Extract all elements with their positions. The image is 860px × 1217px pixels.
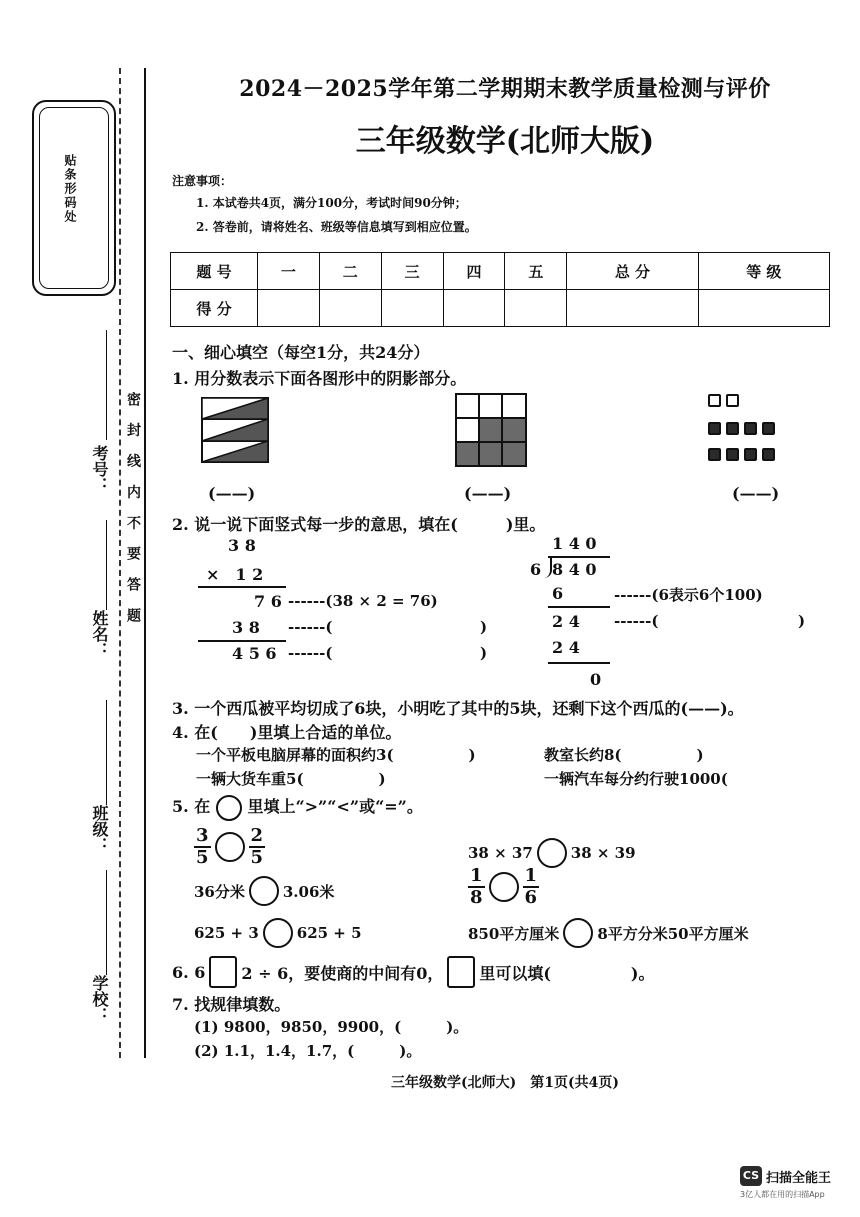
q7-item-2[interactable]: (2) 1.1，1.4，1.7，( )。 bbox=[194, 1042, 422, 1060]
score-cell[interactable] bbox=[258, 290, 320, 327]
div-step-2: 2 4 bbox=[552, 612, 580, 631]
notes-item-2: 2. 答卷前，请将姓名、班级等信息填写到相应位置。 bbox=[196, 220, 477, 234]
mult-operand-a: 3 8 bbox=[228, 536, 256, 555]
mult-sum-note: ------( bbox=[288, 644, 333, 662]
dashed-seal-line bbox=[119, 68, 121, 1058]
score-cell[interactable] bbox=[443, 290, 505, 327]
score-header-cell: 等 级 bbox=[698, 253, 829, 290]
div-step-2-note: ------( bbox=[614, 612, 659, 630]
question-6: 6. 6 2 ÷ 6，要使商的中间有0， 里可以填( )。 bbox=[172, 956, 655, 988]
page-footer: 三年级数学(北师大) 第1页(共4页) bbox=[391, 1075, 619, 1091]
name-label: 姓名： bbox=[90, 610, 109, 658]
score-cell[interactable] bbox=[381, 290, 443, 327]
div-step-3: 2 4 bbox=[552, 638, 580, 657]
score-header-cell: 五 bbox=[505, 253, 567, 290]
score-cell[interactable] bbox=[698, 290, 829, 327]
sticker-box bbox=[32, 100, 116, 296]
exam-number-field[interactable] bbox=[106, 330, 107, 440]
div-dividend: 8 4 0 bbox=[552, 560, 597, 579]
q5-item-d bbox=[468, 866, 539, 908]
mult-partial-1: 7 6 bbox=[254, 592, 282, 611]
q1-blank-1[interactable]: (——) bbox=[208, 484, 256, 503]
fraction: $\frac{3}{5}$ bbox=[196, 825, 209, 868]
q5-item-f: 850平方厘米 8平方分米50平方厘米 bbox=[468, 918, 749, 948]
exam-number-label: 考号： bbox=[90, 445, 109, 493]
div-line-1 bbox=[548, 606, 610, 608]
score-header-cell: 二 bbox=[319, 253, 381, 290]
compare-circle[interactable] bbox=[537, 838, 567, 868]
score-table bbox=[170, 252, 830, 327]
exam-subtitle: 三年级数学(北师大版) bbox=[355, 124, 655, 159]
sticker-label: 贴条形码处 bbox=[63, 154, 77, 224]
q5-item-b: 38 × 37 38 × 39 bbox=[468, 838, 636, 868]
div-remainder: 0 bbox=[590, 670, 602, 689]
q4-item-b[interactable]: 教室长约8( ) bbox=[544, 746, 704, 764]
div-step-1-note: ------(6表示6个100) bbox=[614, 586, 763, 604]
q4-item-a[interactable]: 一个平板电脑屏幕的面积约3( ) bbox=[196, 746, 476, 764]
mult-sum: 4 5 6 bbox=[232, 644, 277, 663]
mult-partial-2: 3 8 bbox=[232, 618, 260, 637]
compare-circle-icon bbox=[216, 795, 242, 821]
score-header-cell: 一 bbox=[258, 253, 320, 290]
cubes-figure bbox=[708, 392, 808, 464]
notes-item-1: 1. 本试卷共4页，满分100分，考试时间90分钟； bbox=[196, 196, 467, 210]
q1-blank-2[interactable]: (——) bbox=[464, 484, 512, 503]
mult-partial-2-close[interactable]: ) bbox=[480, 618, 488, 636]
fraction: $\frac{1}{6}$ bbox=[524, 865, 538, 908]
digit-box[interactable] bbox=[209, 956, 237, 988]
triangle-strip-figure bbox=[200, 396, 272, 466]
compare-circle[interactable] bbox=[215, 832, 245, 862]
scanner-logo-icon: CS bbox=[740, 1166, 762, 1186]
fraction: $\frac{1}{8}$ bbox=[470, 865, 483, 908]
question-2: 2. 说一说下面竖式每一步的意思，填在( )里。 bbox=[172, 515, 546, 534]
mult-line bbox=[198, 586, 286, 588]
grid-figure bbox=[454, 392, 528, 468]
q5-item-e: 625 + 3 625 + 5 bbox=[194, 918, 362, 948]
div-step-2-close[interactable]: ) bbox=[798, 612, 806, 630]
score-table-score-row bbox=[171, 290, 830, 327]
q4-item-c[interactable]: 一辆大货车重5( ) bbox=[196, 770, 386, 788]
q5-tail: 里填上“>”“<”或“=”。 bbox=[247, 797, 423, 816]
score-header-cell: 题 号 bbox=[171, 253, 258, 290]
question-3: 3. 一个西瓜被平均切成了6块，小明吃了其中的5块，还剩下这个西瓜的(——)。 bbox=[172, 699, 744, 718]
binding-margin bbox=[0, 0, 150, 1217]
mult-partial-1-note: ------(38 × 2 = 76) bbox=[288, 592, 438, 610]
mult-sum-close[interactable]: ) bbox=[480, 644, 488, 662]
mult-operand-b: × 1 2 bbox=[206, 565, 264, 584]
q5-item-a bbox=[194, 826, 265, 868]
score-cell[interactable] bbox=[505, 290, 567, 327]
fraction: $\frac{2}{5}$ bbox=[250, 825, 264, 868]
digit-box[interactable] bbox=[447, 956, 475, 988]
compare-circle[interactable] bbox=[563, 918, 593, 948]
seal-warning: 密 封 线 内 不 要 答 题 bbox=[125, 392, 141, 629]
score-cell[interactable] bbox=[319, 290, 381, 327]
div-bracket bbox=[544, 556, 552, 578]
score-table-header-row bbox=[171, 253, 830, 290]
div-quotient: 1 4 0 bbox=[552, 534, 597, 553]
section-heading: 一、细心填空（每空1分，共24分） bbox=[172, 343, 430, 362]
scanner-watermark bbox=[740, 1166, 852, 1200]
div-line-2 bbox=[548, 662, 610, 664]
score-header-cell: 四 bbox=[443, 253, 505, 290]
score-header-cell: 三 bbox=[381, 253, 443, 290]
class-label: 班级： bbox=[90, 805, 109, 853]
notes-heading: 注意事项： bbox=[172, 174, 233, 188]
question-1: 1. 用分数表示下面各图形中的阴影部分。 bbox=[172, 369, 467, 388]
score-cell[interactable] bbox=[567, 290, 698, 327]
q7-item-1[interactable]: (1) 9800，9850，9900，( )。 bbox=[194, 1018, 469, 1036]
exam-title: 2024－2025学年第二学期期末教学质量检测与评价 bbox=[239, 76, 771, 102]
div-bar bbox=[548, 556, 610, 558]
q4-item-d[interactable]: 一辆汽车每分约行驶1000( bbox=[544, 770, 728, 788]
mult-line-2 bbox=[198, 640, 286, 642]
q5-prefix: 5. 在 bbox=[172, 797, 211, 816]
school-label: 学校： bbox=[90, 975, 109, 1023]
div-step-1: 6 bbox=[552, 584, 564, 603]
mult-partial-2-note: ------( bbox=[288, 618, 333, 636]
seal-line bbox=[144, 68, 146, 1058]
class-field[interactable] bbox=[106, 700, 107, 805]
score-row-label: 得 分 bbox=[171, 290, 258, 327]
scanner-name: 扫描全能王 bbox=[766, 1170, 832, 1186]
school-field[interactable] bbox=[106, 870, 107, 975]
question-4: 4. 在( )里填上合适的单位。 bbox=[172, 723, 402, 742]
q5-item-c: 36分米 3.06米 bbox=[194, 876, 334, 906]
compare-circle[interactable] bbox=[263, 918, 293, 948]
div-divisor: 6 bbox=[530, 560, 542, 579]
scanner-tagline: 3亿人都在用的扫描App bbox=[740, 1190, 825, 1199]
compare-circle[interactable] bbox=[489, 872, 519, 902]
compare-circle[interactable] bbox=[249, 876, 279, 906]
score-header-cell: 总 分 bbox=[567, 253, 698, 290]
question-7: 7. 找规律填数。 bbox=[172, 995, 291, 1014]
q1-blank-3[interactable]: (——) bbox=[732, 484, 780, 503]
name-field[interactable] bbox=[106, 520, 107, 610]
question-5 bbox=[172, 794, 423, 821]
